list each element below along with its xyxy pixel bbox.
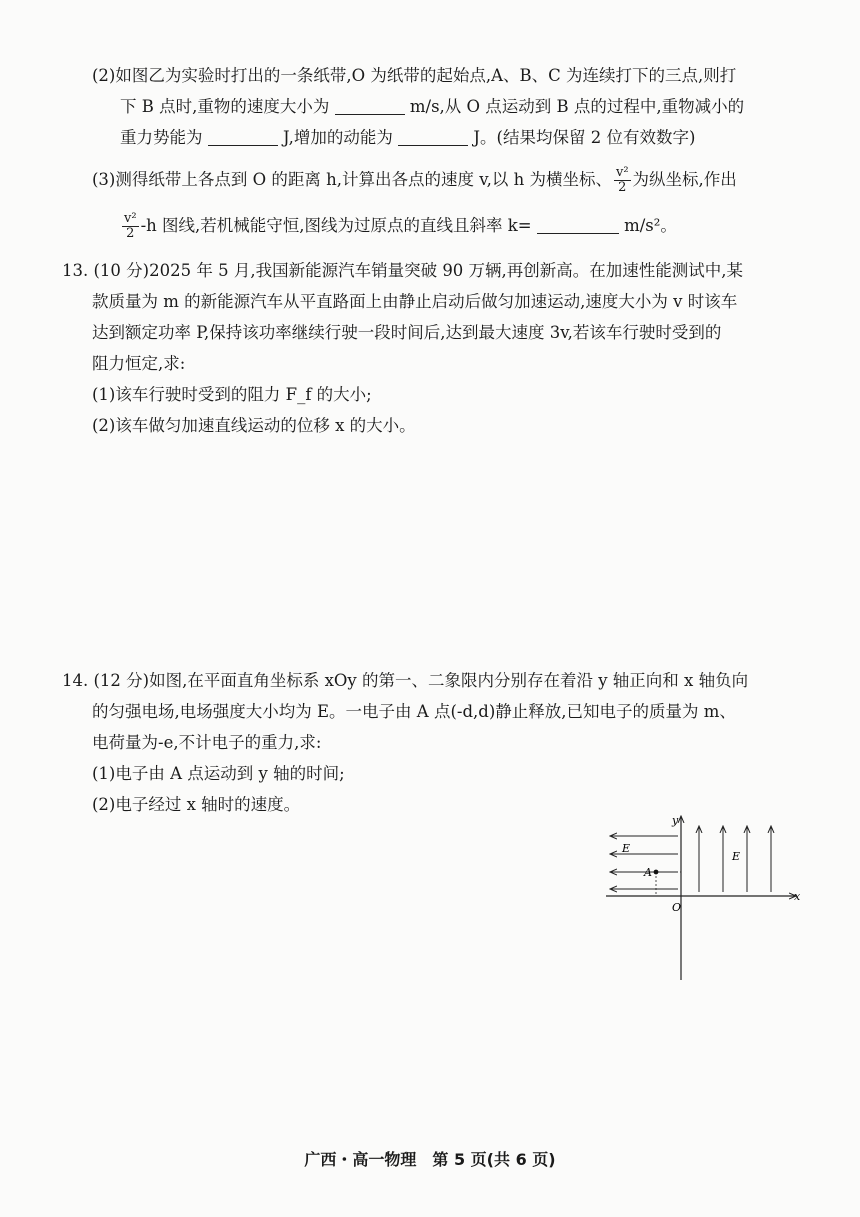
field-label-right: E (732, 850, 741, 863)
origin-label: O (672, 901, 682, 914)
fraction-v2-over-2: $\frac{\text{v²}}{2}$ (615, 165, 629, 195)
x-axis-label: x (794, 890, 801, 903)
answer-blank-speed (335, 98, 405, 115)
y-axis-label: y (672, 814, 679, 827)
q12-part3-line1: (3)测得纸带上各点到 O 的距离 h,计算出各点的速度 v,以 h 为横坐标、 $\frac{\text{v²}}{2}$ 为纵坐标,作出 (92, 165, 737, 195)
q14-subquestion-2: (2)电子经过 x 轴时的速度。 (92, 795, 301, 814)
q13-line1: 13. (10 分)2025 年 5 月,我国新能源汽车销量突破 90 万辆,再创新高。在加速性能测试中,某 (62, 261, 744, 280)
q13-line3: 达到额定功率 P,保持该功率继续行驶一段时间后,达到最大速度 3v,若该车行驶时受到的 (92, 323, 722, 342)
q14-line1: 14. (12 分)如图,在平面直角坐标系 xOy 的第一、二象限内分别存在着沿 y 轴正向和 x 轴负向 (62, 671, 749, 690)
point-a-label: A (644, 866, 652, 879)
q14-subquestion-1: (1)电子由 A 点运动到 y 轴的时间; (92, 764, 345, 783)
q12-part2-line2: 下 B 点时,重物的速度大小为 m/s,从 O 点运动到 B 点的过程中,重物减小的 (120, 97, 745, 116)
page-footer: 广西・高一物理 第 5 页(共 6 页) (304, 1150, 556, 1169)
answer-blank-slope (537, 217, 619, 234)
fraction-v2-over-2: $\frac{\text{v²}}{2}$ (124, 211, 137, 241)
q13-subquestion-1: (1)该车行驶时受到的阻力 F_f 的大小; (92, 385, 372, 404)
answer-blank-kinetic-energy (398, 129, 468, 146)
q14-line2: 的匀强电场,电场强度大小均为 E。一电子由 A 点(-d,d)静止释放,已知电子的质量为 m、 (92, 702, 736, 721)
q13-subquestion-2: (2)该车做匀加速直线运动的位移 x 的大小。 (92, 416, 416, 435)
q12-part2-line3: 重力势能为 J,增加的动能为 J。(结果均保留 2 位有效数字) (120, 128, 696, 147)
electric-field-diagram (606, 812, 806, 984)
q13-line2: 款质量为 m 的新能源汽车从平直路面上由静止启动后做匀加速运动,速度大小为 v 时该车 (92, 292, 738, 311)
field-label-left: E (622, 842, 631, 855)
q13-line4: 阻力恒定,求: (92, 354, 186, 373)
q12-part2-line1: (2)如图乙为实验时打出的一条纸带,O 为纸带的起始点,A、B、C 为连续打下的三点,则打 (92, 66, 737, 85)
q12-part3-line2: $\frac{\text{v²}}{2}$ -h 图线,若机械能守恒,图线为过原点的直线且斜率 k= m/s²。 (124, 211, 677, 241)
q14-line3: 电荷量为-e,不计电子的重力,求: (92, 733, 322, 752)
point-a (654, 870, 659, 875)
answer-blank-potential-energy (208, 129, 278, 146)
